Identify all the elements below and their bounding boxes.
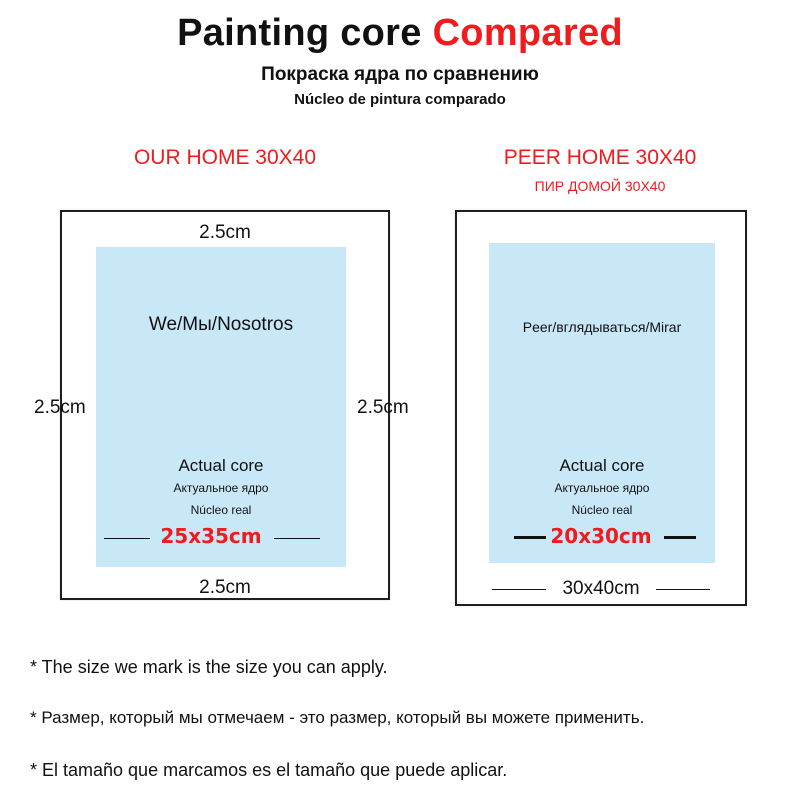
right-frame-line-left	[492, 589, 546, 590]
left-core-size: 25x35cm	[160, 524, 262, 548]
note-en: * The size we mark is the size you can apply.	[30, 657, 388, 677]
right-core-size: 20x30cm	[550, 524, 652, 548]
left-bottom-margin-label: 2.5cm	[199, 577, 251, 598]
left-left-margin-label: 2.5cm	[34, 397, 86, 418]
right-frame-line-right	[656, 589, 710, 590]
note-ru: * Размер, который мы отмечаем - это размер, который вы можете применить.	[30, 708, 645, 727]
left-actual-ru: Актуальное ядро	[173, 481, 269, 495]
left-top-margin-label: 2.5cm	[199, 222, 251, 243]
subtitle-es: Núcleo de pintura comparado	[294, 91, 506, 108]
right-size-line-left	[514, 536, 546, 539]
left-column-title: OUR HOME 30X40	[133, 146, 317, 169]
right-actual-ru: Актуальное ядро	[554, 481, 650, 495]
right-column-title: PEER HOME 30X40	[503, 146, 697, 169]
left-size-line-left	[104, 538, 150, 539]
right-actual-en: Actual core	[559, 456, 645, 475]
right-core-label: Peer/вглядываться/Mirar	[522, 319, 682, 335]
left-core-label: We/Мы/Nosotros	[148, 314, 294, 335]
right-column-subtitle: ПИР ДОМОЙ 30X40	[534, 178, 666, 194]
right-frame-size: 30x40cm	[562, 578, 640, 599]
left-core-area	[96, 247, 346, 567]
left-actual-en: Actual core	[178, 456, 264, 475]
left-size-line-right	[274, 538, 320, 539]
note-es: * El tamaño que marcamos es el tamaño que puede aplicar.	[30, 760, 508, 780]
title-main: Painting core	[177, 12, 433, 54]
subtitle-ru: Покраска ядра по сравнению	[261, 64, 539, 85]
title-accent: Compared	[432, 12, 623, 54]
page-title	[0, 12, 800, 55]
left-right-margin-label: 2.5cm	[357, 397, 409, 418]
left-actual-es: Núcleo real	[190, 503, 252, 517]
right-size-line-right	[664, 536, 696, 539]
right-actual-es: Núcleo real	[571, 503, 633, 517]
